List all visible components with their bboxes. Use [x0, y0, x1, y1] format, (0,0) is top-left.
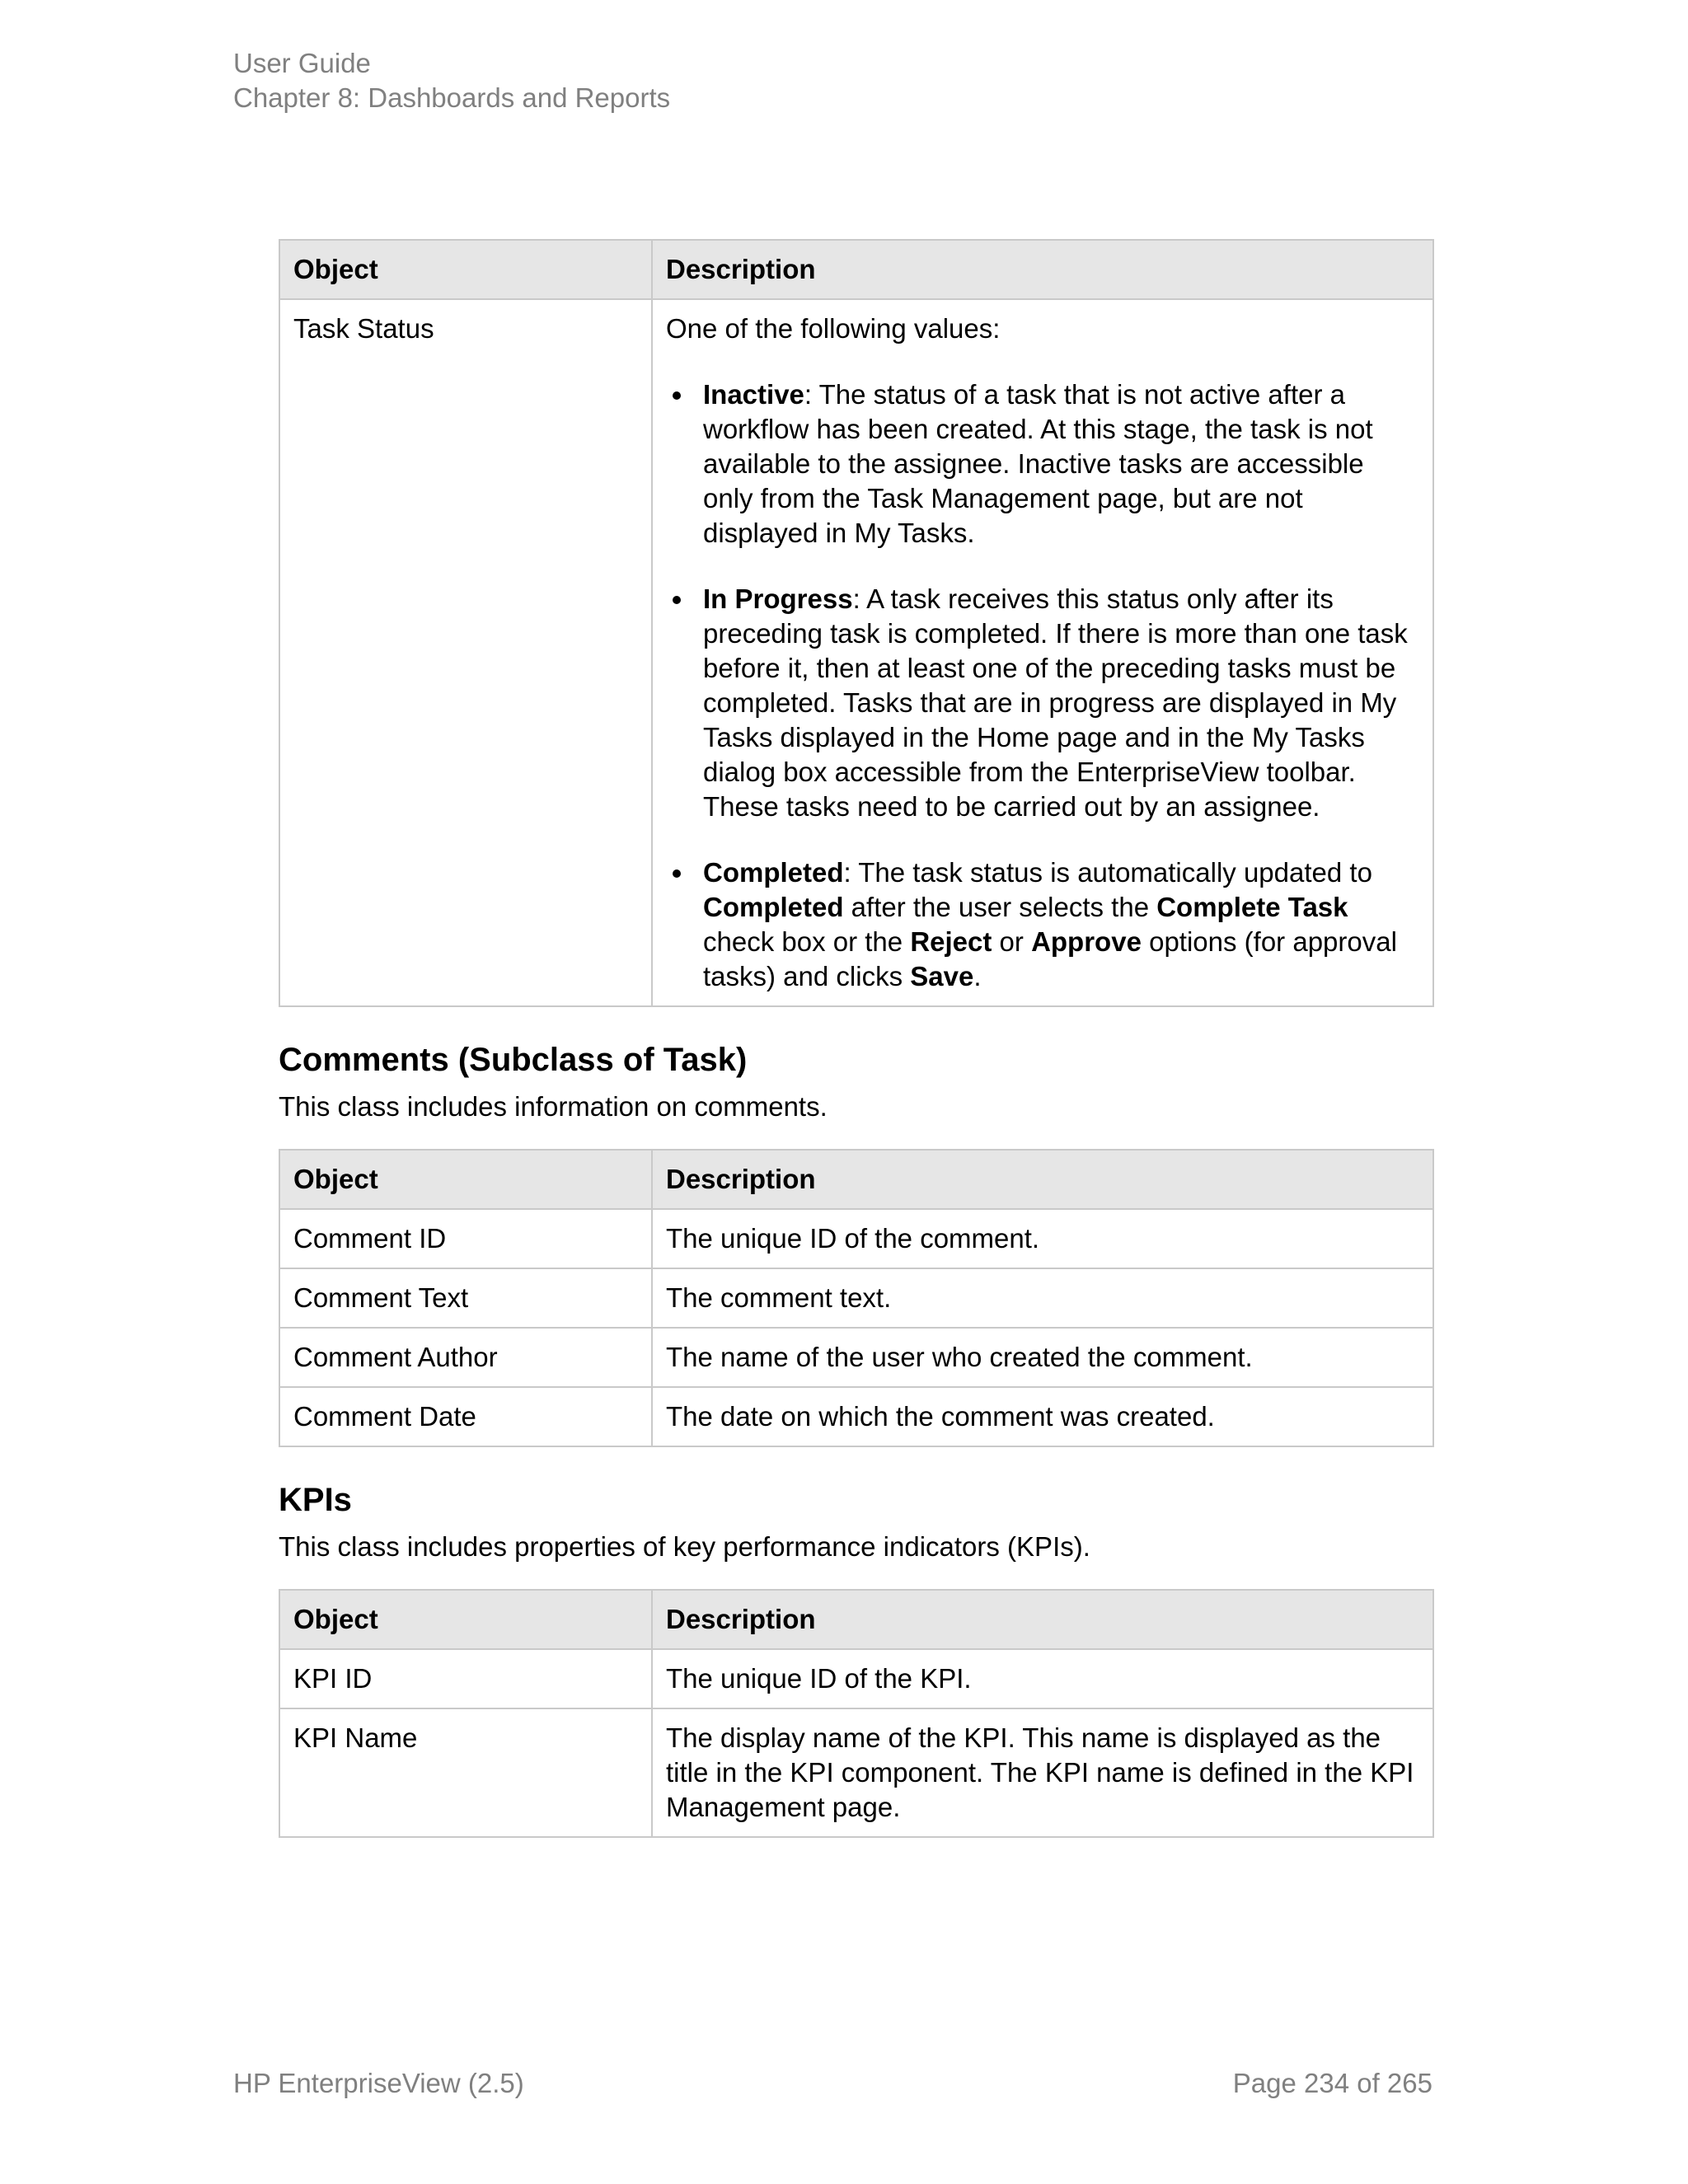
table-row [279, 1209, 1433, 1268]
status-value-list [666, 377, 1419, 994]
object-cell: Comment Text [279, 1268, 652, 1328]
column-header-object: Object [279, 1590, 652, 1649]
object-cell: Task Status [279, 299, 652, 1006]
product-version: HP EnterpriseView (2.5) [233, 2068, 524, 2098]
status-value-item [666, 582, 1419, 824]
bold-term: Approve [1031, 926, 1142, 957]
bold-term: Inactive [703, 379, 804, 410]
bold-term: In Progress [703, 583, 853, 614]
kpis-table [279, 1589, 1434, 1838]
column-header-description: Description [652, 1590, 1433, 1649]
table-header-row [279, 1150, 1433, 1209]
guide-title: User Guide [233, 48, 371, 78]
bold-term: Completed [703, 892, 844, 922]
task-status-table [279, 239, 1434, 1007]
text-run: check box or the [703, 926, 911, 957]
table-row [279, 1268, 1433, 1328]
bullet-icon [673, 869, 681, 878]
text-run: after the user selects the [843, 892, 1157, 922]
text-run: : The task status is automatically updated to [843, 857, 1372, 888]
chapter-title: Chapter 8: Dashboards and Reports [233, 82, 671, 113]
description-cell: The comment text. [652, 1268, 1433, 1328]
description-cell: The name of the user who created the comment. [652, 1328, 1433, 1387]
kpis-section-title: KPIs [279, 1482, 352, 1518]
kpis-section-intro: This class includes properties of key performance indicators (KPIs). [279, 1531, 1090, 1562]
comments-section-intro: This class includes information on comments. [279, 1091, 828, 1122]
values-intro: One of the following values: [666, 313, 1001, 344]
running-footer [233, 2066, 1432, 2101]
table-row [279, 1387, 1433, 1446]
table-header-row [279, 240, 1433, 299]
bullet-icon [673, 391, 681, 400]
bold-term: Complete Task [1156, 892, 1348, 922]
object-cell: Comment Date [279, 1387, 652, 1446]
text-run: : The status of a task that is not active after a workflow has been created. At this stage, the task is not available to the assignee. Inactive tasks are accessible only from the Task Management page, but are not displayed in My Tasks. [703, 379, 1373, 548]
description-cell: The display name of the KPI. This name is displayed as the title in the KPI component. The KPI name is defined in the KPI Management page. [652, 1708, 1433, 1837]
description-cell: The unique ID of the KPI. [652, 1649, 1433, 1708]
text-run: . [973, 961, 982, 991]
bold-term: Reject [910, 926, 992, 957]
page-content [279, 239, 1432, 1838]
object-cell: Comment Author [279, 1328, 652, 1387]
table-header-row [279, 1590, 1433, 1649]
column-header-description: Description [652, 240, 1433, 299]
column-header-description: Description [652, 1150, 1433, 1209]
table-row [279, 1708, 1433, 1837]
status-value-item [666, 855, 1419, 994]
description-cell: The unique ID of the comment. [652, 1209, 1433, 1268]
table-row [279, 299, 1433, 1006]
comments-table [279, 1149, 1434, 1447]
running-header [233, 46, 670, 115]
object-cell: KPI ID [279, 1649, 652, 1708]
description-cell [652, 299, 1433, 1006]
status-value-item [666, 377, 1419, 551]
comments-section-title: Comments (Subclass of Task) [279, 1042, 748, 1078]
column-header-object: Object [279, 1150, 652, 1209]
object-cell: Comment ID [279, 1209, 652, 1268]
table-row [279, 1649, 1433, 1708]
bullet-icon [673, 596, 681, 604]
bold-term: Save [910, 961, 974, 991]
text-run: or [992, 926, 1032, 957]
description-cell: The date on which the comment was created. [652, 1387, 1433, 1446]
text-run: : A task receives this status only after its preceding task is completed. If there is more than one task before it, then at least one of the preceding tasks must be completed. Tasks that are in progress are displayed in My Tasks displayed in the Home page and in the My Tasks dialog box accessible from the EnterpriseView toolbar. These tasks need to be carried out by an assignee. [703, 583, 1408, 822]
bold-term: Completed [703, 857, 844, 888]
column-header-object: Object [279, 240, 652, 299]
object-cell: KPI Name [279, 1708, 652, 1837]
table-row [279, 1328, 1433, 1387]
page-number: Page 234 of 265 [1232, 2068, 1432, 2098]
text-run: options (for approval tasks) and clicks [703, 926, 1397, 991]
